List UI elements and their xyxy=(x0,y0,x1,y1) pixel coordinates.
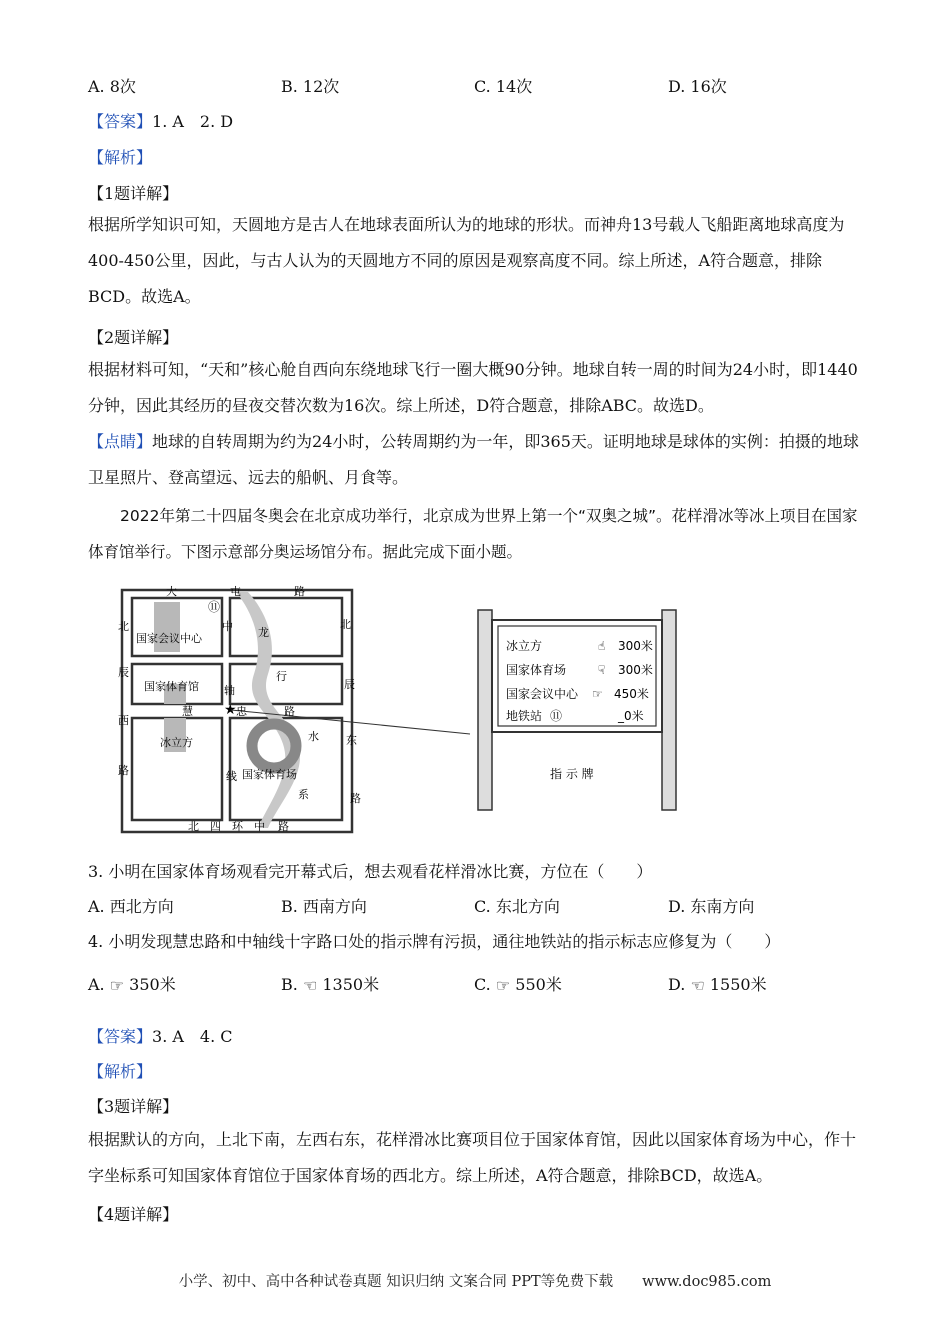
road-label: 路 xyxy=(284,705,295,718)
option-letter: C. xyxy=(474,975,491,994)
hand-right-icon: ☞ xyxy=(109,975,125,995)
road-label: 路 xyxy=(294,585,305,598)
sign-row-name: 国家会议中心 xyxy=(506,687,579,701)
road-label: 路 xyxy=(278,820,289,833)
water-label: 龙 xyxy=(258,626,269,639)
road-label: 路 xyxy=(118,764,129,777)
tip-paragraph xyxy=(88,424,863,496)
tip-label: 【点睛】 xyxy=(88,432,153,451)
venue-label-national-stadium: 国家体育场 xyxy=(242,768,297,781)
road-label: 屯 xyxy=(230,585,241,598)
q3-explanation: 根据默认的方向，上北下南，左西右东，花样滑冰比赛项目位于国家体育馆，因此以国家体育场为中心，作十字坐标系可知国家体育馆位于国家体育场的西北方。综上所述，A符合题意，排除BCD，故选A。 xyxy=(88,1130,857,1185)
option-b: B. 12次 xyxy=(281,77,340,96)
venue-label-ice-cube: 冰立方 xyxy=(160,736,193,749)
road-label: 慧 xyxy=(182,705,193,718)
road-label: 忠 xyxy=(236,705,247,718)
hand-right-icon: ☞ xyxy=(495,975,511,995)
venue-label-indoor-stadium: 国家体育馆 xyxy=(144,680,199,693)
option-c: C. 14次 xyxy=(474,77,533,96)
q4-option-d xyxy=(668,975,767,996)
question-3: 3. 小明在国家体育场观看完开幕式后，想去观看花样滑冰比赛，方位在（ ） xyxy=(88,862,653,881)
hand-down-icon: ☟ xyxy=(598,663,606,677)
road-label: 东 xyxy=(346,734,357,747)
option-d: D. 16次 xyxy=(668,77,727,96)
intro-paragraph: 2022年第二十四届冬奥会在北京成功举行，北京成为世界上第一个“双奥之城”。花样滑冰等冰上项目在国家体育馆举行。下图示意部分奥运场馆分布。据此完成下面小题。 xyxy=(88,507,858,561)
q3-option-b: B. 西南方向 xyxy=(281,897,367,916)
road-label: 北 xyxy=(118,620,129,633)
road-label: 大 xyxy=(166,585,177,598)
road-label: 辰 xyxy=(118,666,129,679)
tip-text: 地球的自转周期为约为24小时，公转周期约为一年，即365天。证明地球是球体的实例：拍摄的地球卫星照片、登高望远、远去的船帆、月食等。 xyxy=(88,432,859,487)
venue-map xyxy=(118,584,361,836)
road-label: 北 xyxy=(340,618,351,631)
answer-label: 【答案】 xyxy=(88,112,153,131)
water-label: 水 xyxy=(308,730,319,743)
metro-icon: ⑪ xyxy=(550,709,563,723)
metro-icon: ⑪ xyxy=(208,600,221,614)
option-letter: A. xyxy=(88,975,105,994)
option-distance: 550米 xyxy=(515,975,562,994)
sign-post-right xyxy=(662,610,676,810)
q3-option-c: C. 东北方向 xyxy=(474,897,560,916)
road-label: 线 xyxy=(226,770,237,783)
road-label: 轴 xyxy=(224,684,235,697)
sign-board xyxy=(470,606,684,812)
road-label: 中 xyxy=(254,820,265,833)
water-label: 行 xyxy=(276,670,287,683)
q1-explanation: 根据所学知识可知，天圆地方是古人在地球表面所认为的地球的形状。而神舟13号载人飞船距离地球高度为400-450公里，因此，与古人认为的天圆地方不同的原因是观察高度不同。综上所述，A符合题意，排除BCD。故选A。 xyxy=(88,215,845,306)
road-label: 辰 xyxy=(344,678,355,691)
analysis-label: 【解析】 xyxy=(88,148,153,167)
sign-row-name: 地铁站 xyxy=(506,709,543,723)
hand-left-icon: ☜ xyxy=(302,975,318,995)
page-footer: 小学、初中、高中各种试卷真题 知识归纳 文案合同 PPT等免费下载 www.doc985.com xyxy=(178,1274,772,1290)
option-letter: B. xyxy=(281,975,298,994)
option-distance: 1350米 xyxy=(322,975,380,994)
road-label: 西 xyxy=(118,714,129,727)
q4-option-b xyxy=(281,975,379,996)
sign-caption: 指 示 牌 xyxy=(550,767,594,781)
answer-text: 3. A 4. C xyxy=(152,1027,233,1046)
answer-line-1 xyxy=(88,112,233,132)
sign-post-left xyxy=(478,610,492,810)
sign-row-name: 冰立方 xyxy=(506,639,543,653)
option-distance: 1550米 xyxy=(709,975,767,994)
q3-heading: 【3题详解】 xyxy=(88,1097,179,1116)
option-a: A. 8次 xyxy=(88,77,136,96)
analysis-label: 【解析】 xyxy=(88,1062,153,1081)
q3-option-d: D. 东南方向 xyxy=(668,897,755,916)
hand-up-icon: ☝ xyxy=(598,639,606,653)
question-4: 4. 小明发现慧忠路和中轴线十字路口处的指示牌有污损，通往地铁站的指示标志应修复为（ ） xyxy=(88,932,781,951)
venue-label-convention-center: 国家会议中心 xyxy=(136,632,202,645)
road-label: 北 xyxy=(188,820,199,833)
answer-label: 【答案】 xyxy=(88,1027,153,1046)
water-label: 系 xyxy=(298,788,309,801)
hand-left-icon: ☜ xyxy=(690,975,705,995)
q1-heading: 【1题详解】 xyxy=(88,184,179,203)
road-label: 环 xyxy=(232,820,243,833)
sign-row-name: 国家体育场 xyxy=(506,663,567,677)
q4-heading: 【4题详解】 xyxy=(88,1205,179,1224)
signpost-star-icon: ★ xyxy=(224,702,237,718)
q2-explanation: 根据材料可知，“天和”核心舱自西向东绕地球飞行一圈大概90分钟。地球自转一周的时间为24小时，即1440分钟，因此其经历的昼夜交替次数为16次。综上所述，D符合题意，排除ABC。故选D。 xyxy=(88,360,858,415)
option-distance: 350米 xyxy=(129,975,176,994)
q4-option-c xyxy=(474,975,562,996)
sign-row-dist: _0米 xyxy=(618,709,644,723)
hand-right-icon: ☞ xyxy=(592,687,603,701)
sign-row-dist: 450米 xyxy=(614,687,649,701)
q2-heading: 【2题详解】 xyxy=(88,328,179,347)
answer-line-2 xyxy=(88,1027,233,1047)
road-label: 路 xyxy=(350,792,361,805)
sign-row-dist: 300米 xyxy=(618,639,653,653)
q4-option-a xyxy=(88,975,176,996)
road-label: 中 xyxy=(222,620,233,633)
sign-row-dist: 300米 xyxy=(618,663,653,677)
road-label: 四 xyxy=(210,820,221,833)
option-letter: D. xyxy=(668,975,686,994)
q3-option-a: A. 西北方向 xyxy=(88,897,174,916)
answer-text: 1. A 2. D xyxy=(152,112,234,131)
